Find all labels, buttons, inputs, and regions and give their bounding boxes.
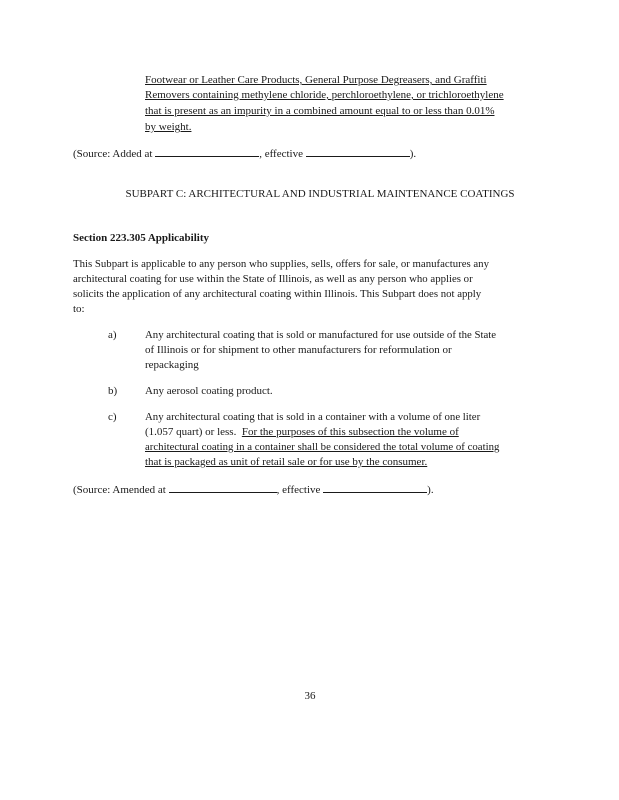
item-c-line-2-underlined: For the purposes of this subsection the volume of bbox=[241, 426, 459, 438]
blank-amended-at bbox=[169, 482, 277, 493]
item-a-line-1: Any architectural coating that is sold or manufactured for use outside of the State bbox=[145, 329, 497, 341]
intro-line-3: solicits the application of any architectural coating within Illinois. This Subpart does not apply bbox=[73, 288, 482, 300]
item-c-label: c) bbox=[108, 411, 117, 423]
item-a-line-3: repackaging bbox=[145, 359, 199, 371]
item-a-line-2: of Illinois or for shipment to other manufacturers for reformulation or bbox=[145, 344, 452, 356]
continuation-line-3: that is present as an impurity in a combined amount equal to or less than 0.01% bbox=[145, 105, 495, 117]
intro-line-1: This Subpart is applicable to any person who supplies, sells, offers for sale, or manufactures any bbox=[73, 258, 489, 270]
source-note-amended-prefix: (Source: Amended at bbox=[73, 484, 169, 496]
blank-added-at bbox=[155, 146, 259, 157]
blank-amended-effective bbox=[323, 482, 427, 493]
intro-line-4: to: bbox=[73, 303, 85, 315]
subpart-title: SUBPART C: ARCHITECTURAL AND INDUSTRIAL MAINTENANCE COATINGS bbox=[125, 188, 515, 200]
source-note-suffix: ). bbox=[409, 148, 417, 160]
item-c-line-2 bbox=[145, 425, 459, 440]
source-note-middle: , effective bbox=[259, 148, 306, 160]
continuation-line-4: by weight. bbox=[145, 121, 192, 133]
item-b-line-1: Any aerosol coating product. bbox=[145, 385, 273, 397]
item-c-line-2-plain: (1.057 quart) or less. bbox=[145, 426, 242, 438]
source-note-added bbox=[73, 146, 416, 162]
item-c-line-4: that is packaged as unit of retail sale or for use by the consumer. bbox=[145, 456, 428, 468]
source-note-prefix: (Source: Added at bbox=[73, 148, 156, 160]
page-number: 36 bbox=[304, 690, 316, 702]
section-heading: Section 223.305 Applicability bbox=[73, 232, 209, 244]
source-note-amended-suffix: ). bbox=[427, 484, 434, 496]
item-a-label: a) bbox=[108, 329, 117, 341]
continuation-line-2: Removers containing methylene chloride, perchloroethylene, or trichloroethylene bbox=[145, 89, 504, 101]
continuation-line-1: Footwear or Leather Care Products, General Purpose Degreasers, and Graffiti bbox=[145, 74, 487, 86]
source-note-amended-middle: , effective bbox=[276, 484, 324, 496]
item-b-label: b) bbox=[108, 385, 118, 397]
source-note-amended bbox=[73, 482, 434, 498]
blank-effective-date bbox=[306, 146, 410, 157]
item-c-line-1: Any architectural coating that is sold in a container with a volume of one liter bbox=[145, 411, 481, 423]
intro-line-2: architectural coating for use within the State of Illinois, as well as any person who applies or bbox=[73, 273, 473, 285]
item-c-line-3: architectural coating in a container shall be considered the total volume of coating bbox=[145, 441, 500, 453]
